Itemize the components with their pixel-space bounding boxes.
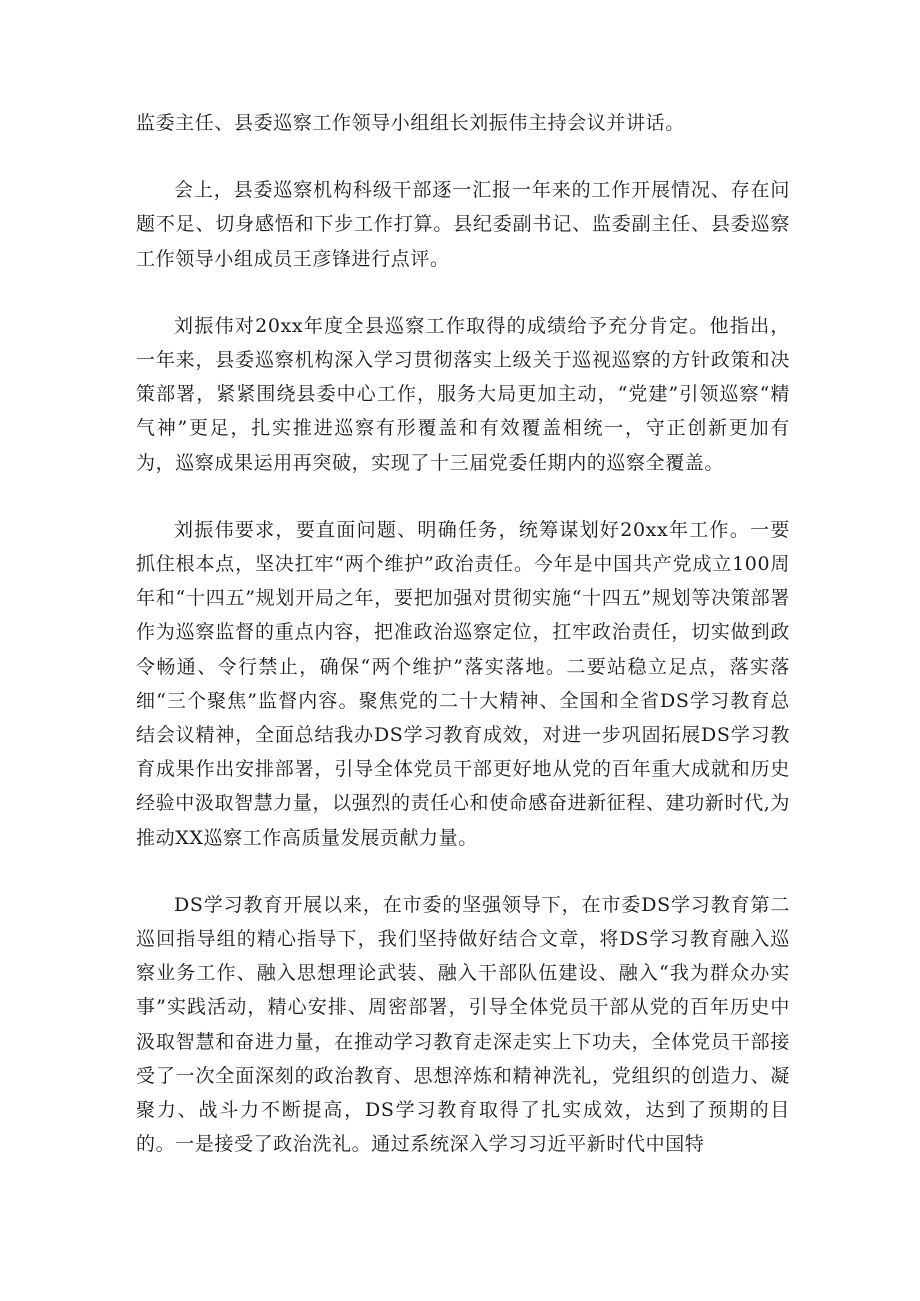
paragraph-2: 会上，县委巡察机构科级干部逐一汇报一年来的工作开展情况、存在问题不足、切身感悟和下步工作打算。县纪委副书记、监委副主任、县委巡察工作领导小组成员王彦锋进行点评。 bbox=[136, 179, 790, 270]
paragraph-3: 刘振伟对20xx年度全县巡察工作取得的成绩给予充分肯定。他指出，一年来，县委巡察机构深入学习贯彻落实上级关于巡视巡察的方针政策和决策部署，紧紧围绕县委中心工作，服务大局更加主动，“党建”引领巡察“精气神”更足，扎实推进巡察有形覆盖和有效覆盖相统一，守正创新更加有为，巡察成果运用再突破，实现了十三届党委任期内的巡察全覆盖。 bbox=[136, 314, 790, 474]
document-body bbox=[136, 106, 790, 1161]
paragraph-5: DS学习教育开展以来，在市委的坚强领导下，在市委DS学习教育第二巡回指导组的精心指导下，我们坚持做好结合文章，将DS学习教育融入巡察业务工作、融入思想理论武装、融入干部队伍建设、融入“我为群众办实事”实践活动，精心安排、周密部署，引导全体党员干部从党的百年历史中汲取智慧和奋进力量，在推动学习教育走深走实上下功夫，全体党员干部接受了一次全面深刻的政治教育、思想淬炼和精神洗礼，党组织的创造力、凝聚力、战斗力不断提高，DS学习教育取得了扎实成效，达到了预期的目的。一是接受了政治洗礼。通过系统深入学习习近平新时代中国特 bbox=[136, 893, 790, 1156]
paragraph-1: 监委主任、县委巡察工作领导小组组长刘振伟主持会议并讲话。 bbox=[136, 112, 685, 134]
paragraph-4: 刘振伟要求，要直面问题、明确任务，统筹谋划好20xx年工作。一要抓住根本点，坚决扛牢“两个维护”政治责任。今年是中国共产党成立100周年和“十四五”规划开局之年，要把加强对贯彻实施“十四五”规划等决策部署作为巡察监督的重点内容，把准政治巡察定位，扛牢政治责任，切实做到政令畅通、令行禁止，确保“两个维护”落实落地。二要站稳立足点，落实落细“三个聚焦”监督内容。聚焦党的二十大精神、全国和全省DS学习教育总结会议精神，全面总结我办DS学习教育成效，对进一步巩固拓展DS学习教育成果作出安排部署，引导全体党员干部更好地从党的百年重大成就和历史经验中汲取智慧力量，以强烈的责任心和使命感奋进新征程、建功新时代,为推动XX巡察工作高质量发展贡献力量。 bbox=[136, 518, 790, 849]
